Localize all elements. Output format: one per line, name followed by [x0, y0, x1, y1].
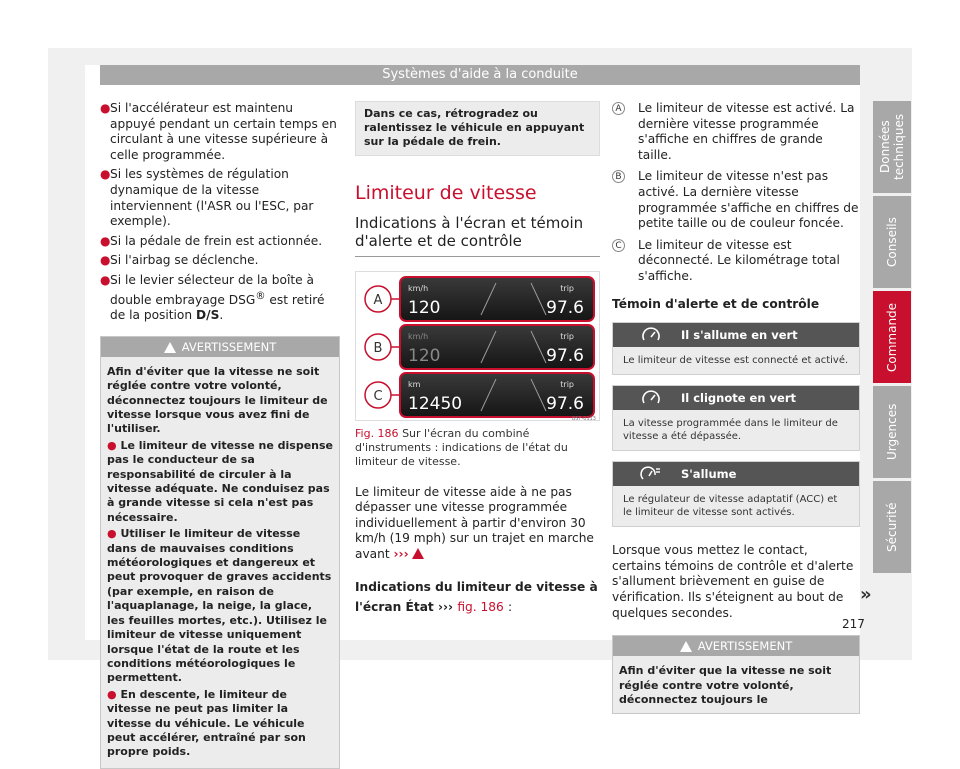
acc-icon — [641, 466, 661, 482]
svg-text:97.6: 97.6 — [546, 297, 584, 318]
header-title: Systèmes d'aide à la conduite — [382, 67, 578, 82]
warning-box — [612, 635, 860, 714]
speed-limiter-icon — [641, 390, 661, 406]
side-tabs — [873, 101, 911, 576]
figure-186 — [355, 271, 600, 421]
list-item: ● Le limiteur de vitesse ne dispense pas le conducteur de sa responsabilité de circuler à la vitesse adéquate. Ne conduisez pas à grande vitesse si cela n'est pas nécessaire. — [107, 438, 334, 524]
tab-donnees-techniques[interactable]: Données techniques — [873, 101, 911, 193]
warning-header: AVERTISSEMENT — [613, 636, 859, 656]
page-header — [100, 65, 860, 85]
list-item: ● Si les systèmes de régulation dynamique de la vitesse interviennent (l'ASR ou l'ESC, par exemple). — [100, 167, 314, 229]
speed-limiter-icon — [641, 327, 661, 343]
list-item: ● Si la pédale de frein est actionnée. — [100, 233, 323, 248]
warning-triangle-icon — [164, 342, 176, 353]
tab-commande[interactable]: Commande — [873, 291, 911, 383]
svg-text:97.6: 97.6 — [546, 393, 584, 414]
figure-reference-link[interactable]: fig. 186 — [457, 599, 504, 614]
tab-conseils[interactable]: Conseils — [873, 196, 911, 288]
paragraph: Lorsque vous mettez le contact, certains témoins de contrôle et d'alerte s'allument brièvement en guise de vérification. Ils s'éteignent au bout de quelques secondes. — [612, 543, 854, 620]
svg-text:trip: trip — [560, 379, 574, 389]
continued-arrow-icon: » — [860, 584, 872, 605]
warning-light-box: Il s'allume en vert Le limiteur de vitesse est connecté et activé. — [612, 322, 860, 375]
paragraph-heading: Indications du limiteur de vitesse à l'écran État ››› fig. 186 : — [355, 579, 598, 614]
svg-text:trip: trip — [560, 331, 574, 341]
note-box: Dans ce cas, rétrogradez ou ralentissez le véhicule en appuyant sur la pédale de frein. — [355, 101, 600, 156]
warning-light-box: Il clignote en vert La vitesse programmée dans le limiteur de vitesse a été dépassée. — [612, 385, 860, 451]
svg-text:120: 120 — [408, 297, 441, 318]
tab-urgences[interactable]: Urgences — [873, 386, 911, 478]
svg-text:12450: 12450 — [408, 393, 463, 414]
panel-b — [365, 325, 594, 369]
panel-c — [365, 373, 594, 417]
panel-letter: C — [373, 388, 383, 404]
legend-item-b: B Le limiteur de vitesse n'est pas activé. La dernière vitesse programmée s'affiche en chiffres de petite taille ou de couleur foncée. — [612, 169, 860, 231]
divider — [355, 256, 600, 257]
section-title: Limiteur de vitesse — [355, 181, 537, 204]
list-item: ● Si l'airbag se déclenche. — [100, 253, 259, 268]
svg-text:km/h: km/h — [408, 331, 429, 341]
svg-text:km/h: km/h — [408, 283, 429, 293]
warning-body: Afin d'éviter que la vitesse ne soit réglée contre votre volonté, déconnectez toujours le limiteur de vitesse lorsque vous avez fini de l'utiliser. ● Le limiteur de vitesse ne dispense pas le conducteur de sa responsabilité de circuler à la vitesse adéquate. Ne conduisez pas à grande vitesse si cela n'est pas nécessaire. ● Utiliser le limiteur de vitesse dans de mauvaises conditions météorologiques et dangereux et peut provoquer de graves accidents (par exemple, en raison de l'aquaplanage, la neige, la glace, les feuilles mortes, etc.). Utilisez le limiteur de vitesse uniquement lorsque l'état de la route et les conditions météorologiques le permettent. ● En descente, le limiteur de vitesse ne peut pas limiter la vitesse du véhicule. Le véhicule peut accélérer, entraîné par son propre poids. — [107, 364, 334, 759]
tab-securite[interactable]: Sécurité — [873, 481, 911, 573]
warning-header: AVERTISSEMENT — [101, 337, 339, 357]
svg-text:97.6: 97.6 — [546, 345, 584, 366]
panel-letter: A — [373, 292, 383, 308]
column-3 — [612, 101, 860, 714]
panel-letter: B — [373, 340, 383, 356]
panel-a — [365, 277, 594, 321]
list-item: ● Si le levier sélecteur de la boîte à double embrayage DSG® est retiré de la position D/S. — [100, 272, 325, 323]
instrument-cluster-illustration — [356, 272, 601, 422]
warning-light-box: S'allume Le régulateur de vitesse adaptatif (ACC) et le limiteur de vitesse sont activés. — [612, 461, 860, 527]
section-subtitle: Indications à l'écran et témoin d'alerte et de contrôle — [355, 213, 584, 250]
svg-text:trip: trip — [560, 283, 574, 293]
list-item: ● Si l'accélérateur est maintenu appuyé pendant un certain temps en circulant à une vitesse supérieure à celle programmée. — [100, 101, 337, 162]
svg-text:120: 120 — [408, 345, 441, 366]
warning-triangle-icon — [680, 641, 692, 652]
page-number: 217 — [842, 617, 865, 631]
legend-item-c: C Le limiteur de vitesse est déconnecté. Le kilométrage total s'affiche. — [612, 238, 860, 285]
list-item: ● En descente, le limiteur de vitesse ne peut pas limiter la vitesse du véhicule. Le véhicule peut accélérer, entraîné par son propre poids. — [107, 687, 306, 759]
svg-text:km: km — [408, 379, 421, 389]
warning-triangle-icon — [412, 548, 424, 559]
list-item: ● Utiliser le limiteur de vitesse dans de mauvaises conditions météorologiques et dangereux et peut provoquer de graves accidents (par exemple, en raison de l'aquaplanage, la neige, la glace, les feuilles mortes, etc.). Utilisez le limiteur de vitesse uniquement lorsque l'état de la route et les conditions météorologiques le permettent. — [107, 527, 332, 685]
column-2 — [355, 101, 600, 617]
warning-body: Afin d'éviter que la vitesse ne soit réglée contre votre volonté, déconnectez toujours le — [619, 664, 832, 706]
cross-reference-link[interactable]: ››› — [393, 546, 409, 561]
svg-text:B5F-0113: B5F-0113 — [571, 415, 596, 422]
figure-caption: Fig. 186 Sur l'écran du combiné d'instruments : indications de l'état du limiteur de vitesse. — [355, 426, 568, 468]
paragraph: Le limiteur de vitesse aide à ne pas dépasser une vitesse programmée individuellement à partir d'environ 30 km/h (19 mph) sur un trajet en marche avant ››› — [355, 484, 594, 561]
warning-lights-title: Témoin d'alerte et de contrôle — [612, 296, 820, 311]
column-1 — [100, 101, 340, 769]
legend-item-a: A Le limiteur de vitesse est activé. La dernière vitesse programmée s'affiche en chiffres de grande taille. — [612, 101, 860, 163]
warning-box — [100, 336, 340, 769]
